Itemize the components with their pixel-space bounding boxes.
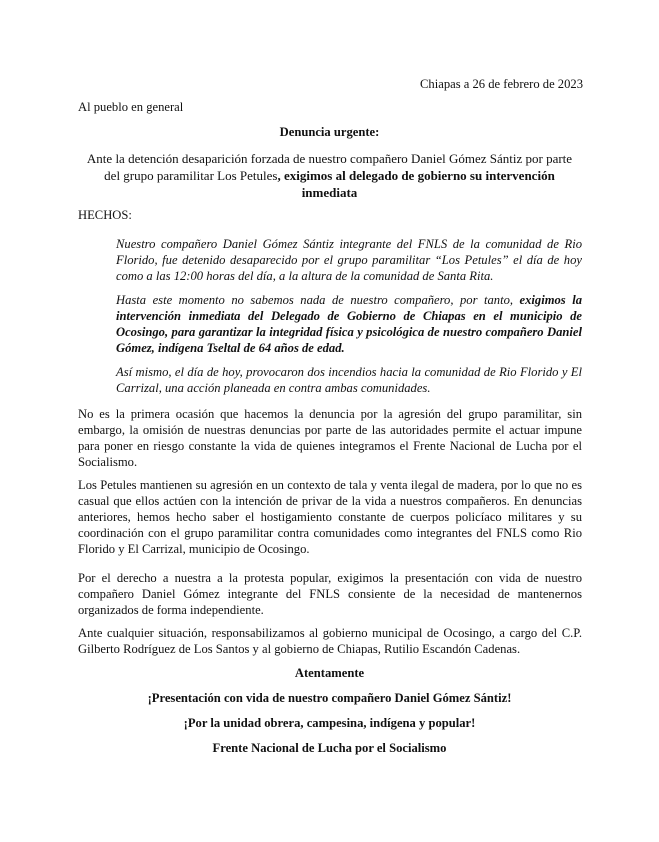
greeting: Al pueblo en general [78, 100, 184, 114]
closing-slogan-1: ¡Presentación con vida de nuestro compañero Daniel Gómez Sántiz! [147, 691, 512, 705]
body-paragraph-4: Ante cualquier situación, responsabilizamos al gobierno municipal de Ocosingo, a cargo del C.P. Gilberto Rodríguez de Los Santos y al gobierno de Chiapas, Rutilio Escandón Cadenas. [78, 626, 582, 656]
intro-paragraph [78, 150, 581, 201]
intro-text: Ante la detención desaparición forzada de nuestro compañero Daniel Gómez Sántiz por parte del grupo paramilitar Los Petules [86, 151, 573, 183]
closing-salutation: Atentamente [294, 666, 365, 680]
document-date: Chiapas a 26 de febrero de 2023 [420, 77, 583, 91]
body-paragraph-1: No es la primera ocasión que hacemos la denuncia por la agresión del grupo paramilitar, sin embargo, la omisión de nuestras denuncias por parte de las autoridades permite el actuar impune para poner en riesgo constante la vida de quienes integramos el Frente Nacional de Lucha por el Socialismo. [78, 407, 582, 469]
document-title: Denuncia urgente: [279, 125, 380, 139]
fact-paragraph-1: Nuestro compañero Daniel Gómez Sántiz integrante del FNLS de la comunidad de Rio Florido, fue detenido desaparecido por el grupo paramilitar “Los Petules” el día de hoy como a las 12:00 horas del día, a la altura de la comunidad de Santa Rita. [116, 237, 582, 283]
hechos-heading: HECHOS: [78, 208, 132, 222]
closing-slogan-2: ¡Por la unidad obrera, campesina, indígena y popular! [183, 716, 476, 730]
fact2-emphasis: exigimos la intervención inmediata del Delegado de Gobierno de Chiapas en el municipio de Ocosingo, para garantizar la integridad física y psicológica de nuestro compañero Daniel Gómez, indígena Tseltal de 64 años de edad. [116, 293, 582, 355]
fact-paragraph-3: Así mismo, el día de hoy, provocaron dos incendios hacia la comunidad de Rio Florido y El Carrizal, una acción planeada en contra ambas comunidades. [116, 365, 582, 395]
fact2-text: Hasta este momento no sabemos nada de nuestro compañero, por tanto, [116, 293, 520, 307]
intro-emphasis: , exigimos al delegado de gobierno su intervención inmediata [277, 168, 555, 200]
body-paragraph-3: Por el derecho a nuestra a la protesta popular, exigimos la presentación con vida de nuestro compañero Daniel Gómez integrante del FNLS consiente de la necesidad de mantenernos organizados de forma independiente. [78, 571, 582, 617]
closing-signature: Frente Nacional de Lucha por el Socialismo [212, 741, 447, 755]
fact-paragraph-2 [116, 292, 582, 356]
body-paragraph-2: Los Petules mantienen su agresión en un contexto de tala y venta ilegal de madera, por lo que no es casual que ellos actúen con la intención de privar de la vida a nuestros compañeros. En denuncias anteriores, hemos hecho saber el hostigamiento constante de cuerpos policíaco militares y su coordinación con el grupo paramilitar contra comunidades como integrantes del FNLS como Rio Florido y El Carrizal, municipio de Ocosingo. [78, 478, 582, 556]
